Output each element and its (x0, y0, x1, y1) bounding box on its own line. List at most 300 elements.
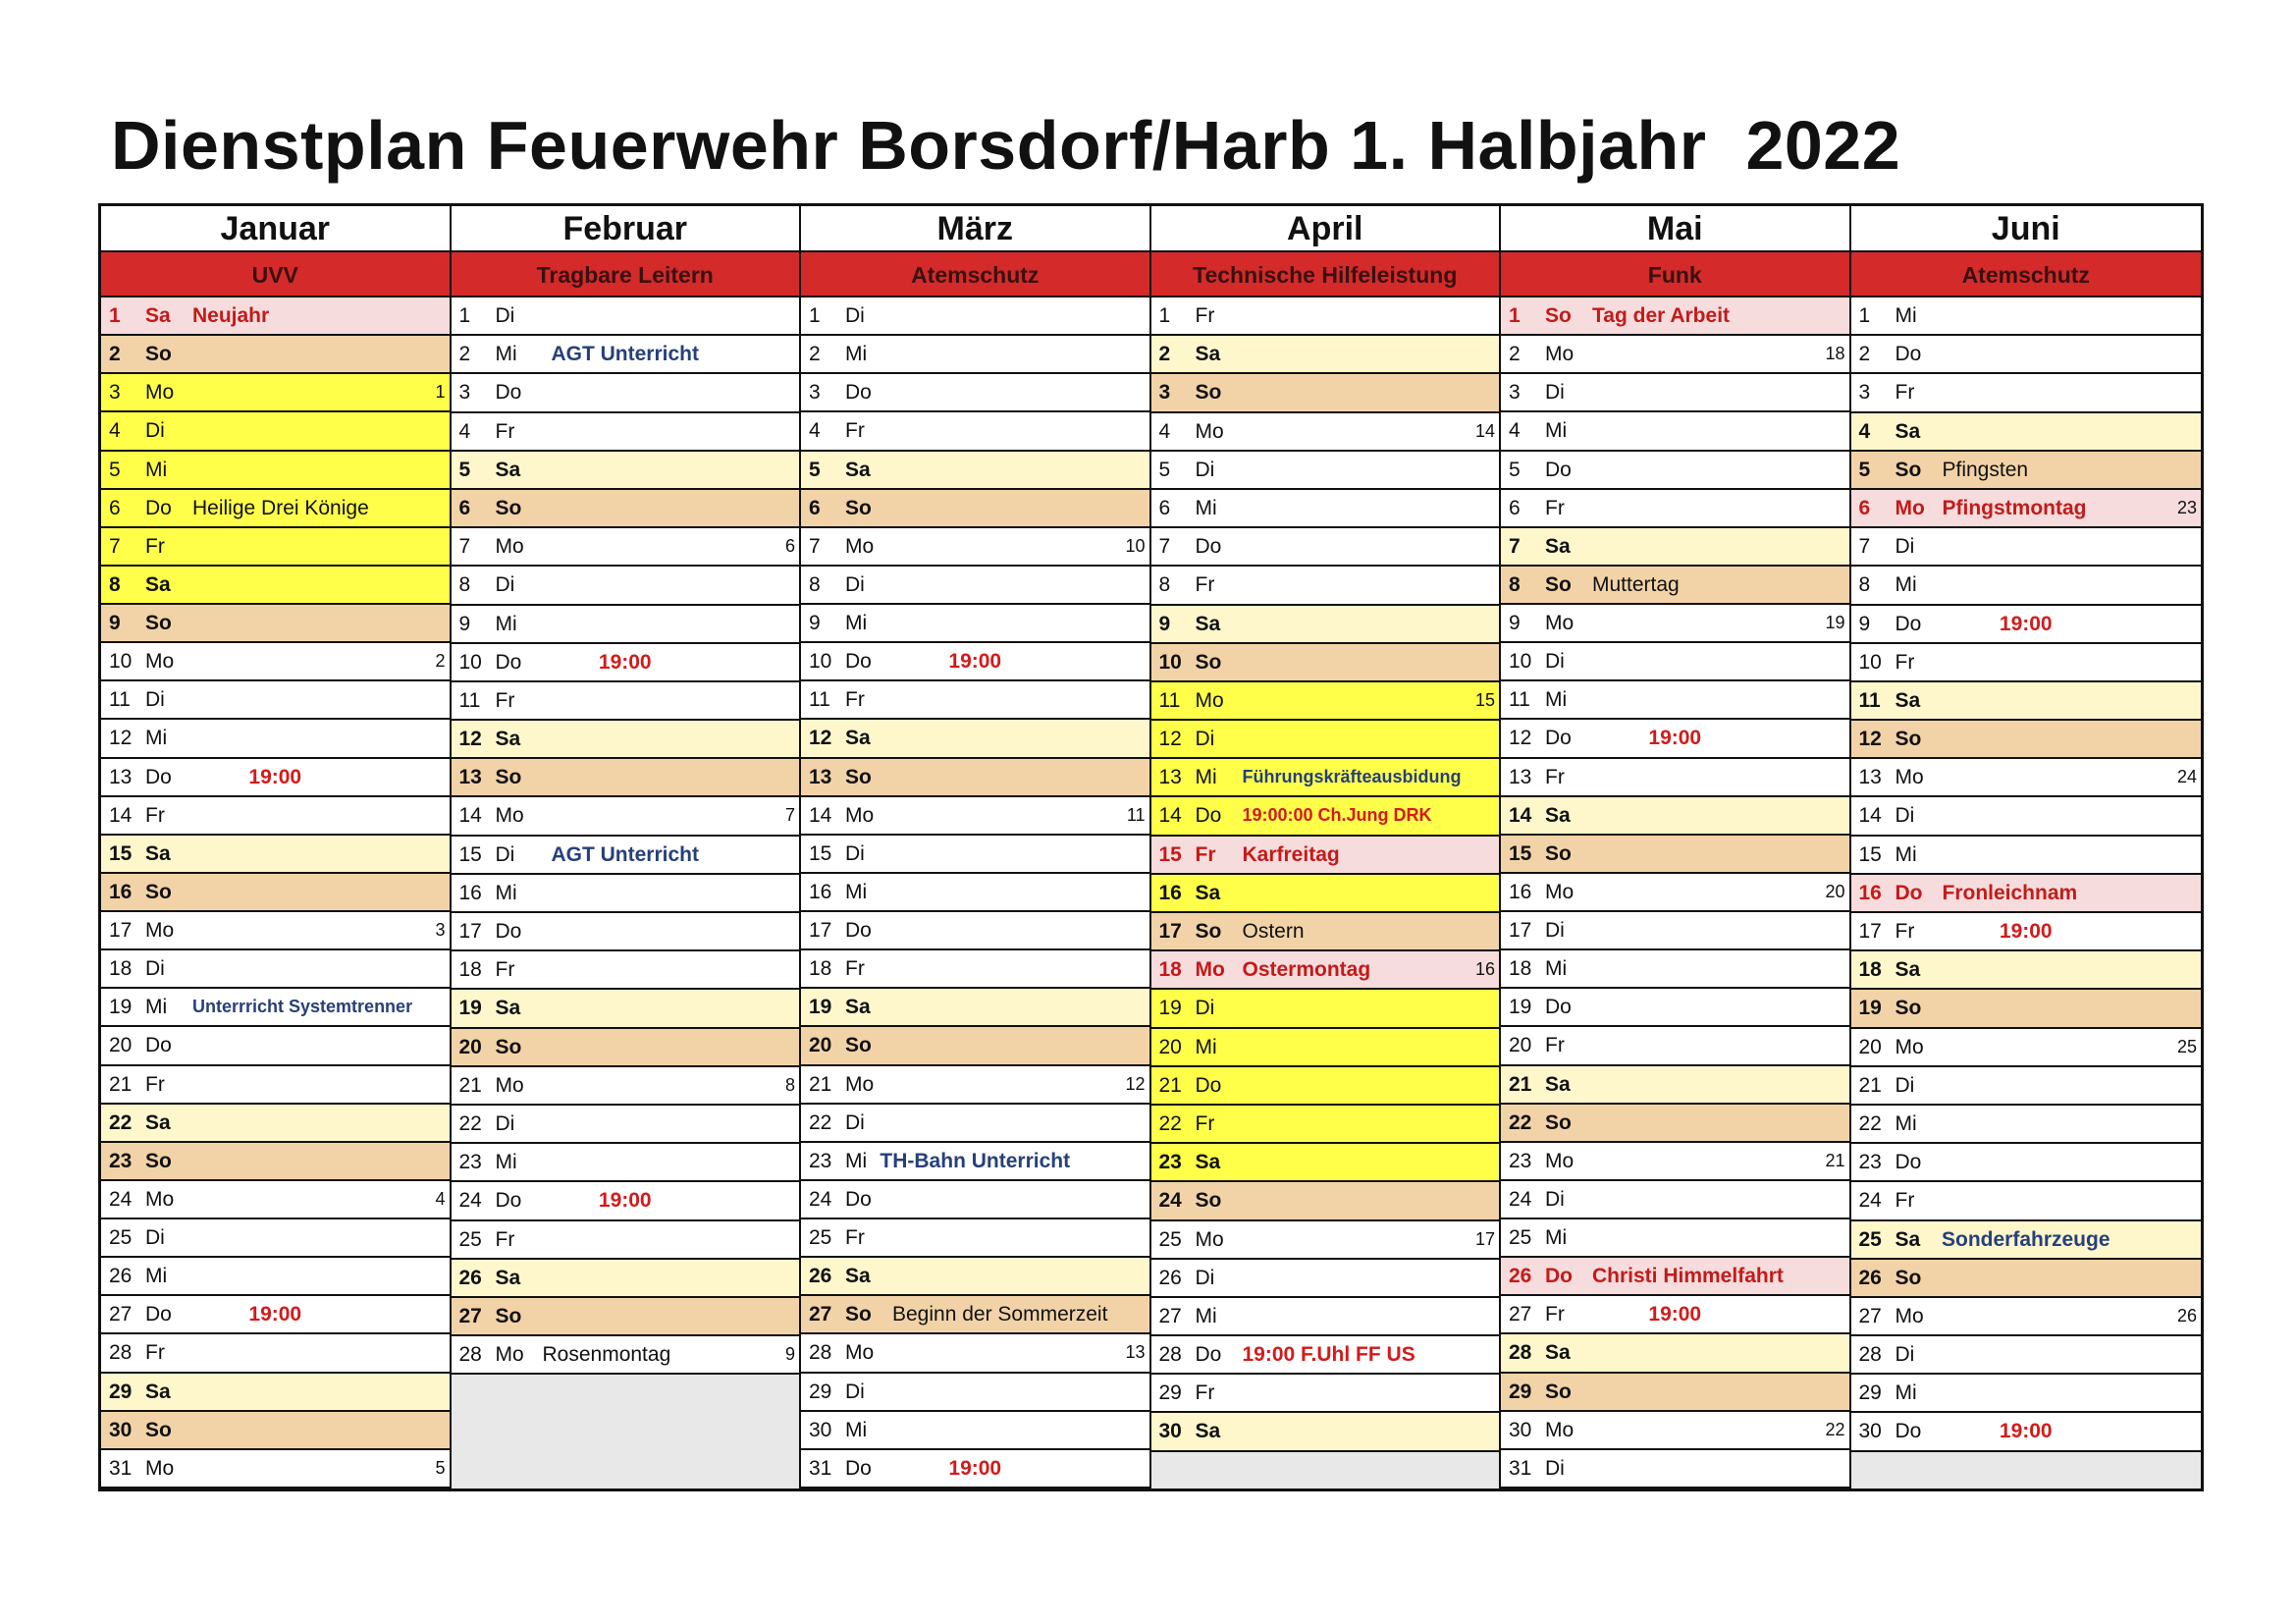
weekday-label: Do (495, 381, 522, 405)
day-row (1501, 950, 1849, 989)
day-row (452, 298, 800, 336)
weekday-label: Mo (495, 535, 524, 559)
day-number: 28 (1509, 1341, 1532, 1365)
day-number: 31 (809, 1456, 832, 1480)
day-number: 24 (1858, 1189, 1882, 1213)
weekday-label: Fr (495, 1227, 515, 1251)
day-row (1851, 1144, 2202, 1182)
day-row (801, 836, 1149, 874)
event-label: 19:00 (948, 1456, 1002, 1480)
weekday-label: Sa (1895, 958, 1921, 982)
weekday-label: So (845, 765, 872, 788)
day-row (101, 298, 450, 336)
day-number: 27 (458, 1304, 482, 1327)
weekday-label: Mo (845, 534, 875, 558)
day-row (1851, 1067, 2202, 1106)
month-topic: Atemschutz (801, 252, 1149, 298)
weekday-label: Do (495, 1189, 522, 1213)
weekday-label: Mi (1545, 1226, 1568, 1249)
day-row (452, 1144, 800, 1182)
day-row (101, 1219, 450, 1258)
day-row (801, 797, 1149, 836)
day-number: 6 (458, 496, 471, 519)
day-number: 13 (1858, 766, 1882, 789)
weekday-label: Mi (1545, 688, 1568, 712)
weekday-label: Do (495, 920, 522, 943)
day-row (452, 490, 800, 528)
day-number: 8 (1509, 572, 1521, 596)
week-number: 20 (1825, 881, 1845, 901)
weekday-label: Mi (145, 458, 168, 481)
day-row (1501, 1334, 1849, 1373)
page-title: Dienstplan Feuerwehr Borsdorf/Harb 1. Halbjahr 2022 (111, 107, 1901, 184)
day-number: 4 (109, 419, 121, 443)
day-number: 18 (109, 957, 133, 981)
weekday-label: Di (845, 1110, 865, 1134)
weekday-label: So (145, 612, 172, 634)
week-number: 23 (2176, 497, 2197, 517)
day-number: 2 (458, 343, 471, 366)
day-number: 31 (109, 1456, 133, 1480)
day-number: 22 (1509, 1110, 1532, 1134)
day-row (1851, 1336, 2202, 1375)
day-row (1501, 298, 1849, 336)
week-number: 2 (435, 651, 446, 672)
day-row (101, 1296, 450, 1334)
day-number: 13 (458, 766, 482, 789)
day-row (101, 643, 450, 681)
day-number: 2 (1858, 343, 1871, 366)
day-number: 18 (809, 957, 832, 981)
day-number: 17 (809, 919, 832, 942)
day-row (101, 1105, 450, 1143)
day-row (1151, 1029, 1500, 1067)
day-number: 19 (809, 996, 832, 1019)
weekday-label: So (845, 496, 872, 519)
week-number: 10 (1125, 535, 1146, 556)
day-row (1151, 1221, 1500, 1260)
day-row (1501, 1450, 1849, 1489)
weekday-label: Fr (1895, 1189, 1915, 1213)
day-row (1151, 797, 1500, 836)
weekday-label: Sa (1545, 1072, 1571, 1096)
day-row (1151, 413, 1500, 452)
event-label: 19:00 (1999, 1420, 2053, 1443)
day-number: 25 (458, 1227, 482, 1251)
day-row (801, 1143, 1149, 1181)
day-row (452, 1298, 800, 1336)
day-row (1501, 567, 1849, 605)
day-row (1501, 1181, 1849, 1219)
day-row (801, 452, 1149, 490)
day-row (452, 528, 800, 567)
weekday-label: Do (145, 765, 172, 788)
day-number: 16 (109, 880, 133, 903)
day-number: 31 (1509, 1456, 1532, 1480)
day-number: 29 (809, 1380, 832, 1403)
weekday-label: Fr (1895, 650, 1915, 674)
weekday-label: Mi (845, 1418, 868, 1441)
weekday-label: So (1195, 920, 1222, 943)
day-row (1851, 913, 2202, 951)
day-number: 17 (458, 920, 482, 943)
weekday-label: Fr (845, 1226, 865, 1249)
day-number: 1 (109, 304, 121, 327)
day-row (1851, 797, 2202, 836)
weekday-label: Do (845, 381, 872, 405)
month-topic: Atemschutz (1851, 252, 2202, 298)
day-row (452, 875, 800, 913)
day-row (1851, 567, 2202, 605)
day-row (801, 412, 1149, 451)
day-row (1151, 759, 1500, 797)
day-row (1851, 875, 2202, 913)
day-row (1501, 528, 1849, 567)
day-number: 3 (109, 381, 121, 405)
day-row (1851, 837, 2202, 875)
day-row (1151, 1413, 1500, 1451)
day-row (101, 989, 450, 1027)
weekday-label: So (1895, 1266, 1922, 1289)
day-row (452, 797, 800, 836)
weekday-label: Mo (1195, 419, 1224, 443)
day-number: 14 (1858, 804, 1882, 828)
weekday-label: Mi (1895, 1381, 1917, 1405)
day-number: 7 (458, 535, 471, 559)
day-row (1501, 643, 1849, 681)
day-row (101, 336, 450, 374)
month-name: März (801, 206, 1149, 252)
day-number: 15 (1509, 841, 1532, 865)
day-row (801, 1374, 1149, 1412)
weekday-label: Sa (1545, 534, 1571, 558)
day-row (801, 1334, 1149, 1373)
day-number: 9 (1509, 612, 1521, 634)
day-number: 21 (809, 1072, 832, 1096)
day-row (101, 797, 450, 836)
day-row (1151, 990, 1500, 1028)
weekday-label: Di (845, 572, 865, 596)
weekday-label: Di (495, 573, 515, 597)
day-row (801, 1066, 1149, 1105)
event-label: 19:00 (1648, 1303, 1702, 1326)
day-number: 21 (109, 1072, 133, 1096)
event-label: 19:00 F.Uhl FF US (1242, 1343, 1415, 1367)
day-row (1501, 374, 1849, 412)
day-number: 13 (1509, 765, 1532, 788)
weekday-label: Sa (1545, 1341, 1571, 1365)
weekday-label: Mo (1195, 1227, 1224, 1251)
weekday-label: So (145, 343, 172, 366)
day-number: 15 (458, 842, 482, 866)
event-label: 19:00:00 Ch.Jung DRK (1242, 805, 1432, 826)
day-number: 11 (809, 688, 830, 712)
day-row (1851, 1413, 2202, 1451)
weekday-label: Sa (145, 1380, 171, 1403)
day-number: 3 (809, 381, 821, 405)
day-row (452, 374, 800, 412)
day-row (801, 1219, 1149, 1258)
weekday-label: Di (495, 842, 515, 866)
day-number: 9 (109, 612, 121, 634)
day-row (452, 759, 800, 797)
day-row (1151, 1144, 1500, 1182)
weekday-label: So (1545, 1380, 1572, 1403)
week-number: 25 (2176, 1036, 2197, 1056)
weekday-label: Mo (1195, 958, 1225, 982)
weekday-label: Mo (845, 1341, 875, 1365)
day-row (1501, 1296, 1849, 1334)
day-number: 14 (809, 803, 832, 827)
weekday-label: Di (1895, 1343, 1915, 1367)
weekday-label: So (145, 1418, 172, 1441)
weekday-label: Fr (1895, 381, 1915, 405)
weekday-label: Sa (145, 1110, 171, 1134)
day-number: 10 (1158, 650, 1182, 674)
weekday-label: Mi (495, 881, 517, 904)
day-number: 5 (458, 458, 471, 481)
weekday-label: Fr (1545, 765, 1565, 788)
day-number: 7 (809, 534, 821, 558)
day-row (452, 1029, 800, 1067)
day-number: 20 (1858, 1035, 1882, 1058)
day-number: 19 (458, 997, 482, 1020)
weekday-label: Sa (845, 727, 871, 750)
month-column (452, 206, 802, 1489)
day-number: 6 (1509, 496, 1521, 519)
weekday-label: Mi (1195, 1304, 1217, 1327)
day-row (101, 1181, 450, 1219)
day-row (101, 452, 450, 490)
week-number: 6 (784, 536, 795, 557)
day-row (1501, 720, 1849, 758)
weekday-label: Sa (145, 572, 171, 596)
day-number: 17 (1858, 920, 1882, 943)
day-row (1151, 1182, 1500, 1220)
weekday-label: Do (845, 919, 872, 942)
day-row (1151, 1106, 1500, 1144)
day-number: 15 (1158, 842, 1182, 866)
weekday-label: So (1895, 728, 1922, 751)
event-label: 19:00 (1648, 727, 1702, 750)
day-number: 6 (809, 496, 821, 519)
day-row (1851, 298, 2202, 336)
day-row (101, 720, 450, 758)
day-number: 25 (1509, 1226, 1532, 1249)
weekday-label: So (1545, 572, 1572, 596)
day-row (1151, 528, 1500, 567)
day-number: 1 (1509, 304, 1521, 327)
week-number: 26 (2176, 1305, 2197, 1326)
day-number: 13 (809, 765, 832, 788)
day-row (101, 1450, 450, 1489)
day-number: 14 (1158, 804, 1182, 828)
day-row (452, 1336, 800, 1375)
weekday-label: So (1545, 304, 1572, 327)
weekday-label: Mi (1195, 766, 1217, 789)
day-number: 11 (109, 688, 131, 712)
weekday-label: Fr (1545, 1303, 1565, 1326)
weekday-label: So (1545, 841, 1572, 865)
weekday-label: So (145, 880, 172, 903)
day-row (101, 759, 450, 797)
day-number: 11 (1158, 688, 1181, 712)
weekday-label: Mi (1545, 419, 1568, 443)
weekday-label: Sa (145, 304, 171, 327)
day-number: 20 (809, 1034, 832, 1057)
day-row (452, 951, 800, 990)
weekday-label: Mi (145, 1265, 168, 1288)
day-row (801, 1258, 1149, 1296)
day-number: 18 (1858, 958, 1882, 982)
day-number: 30 (1509, 1418, 1532, 1441)
day-row (801, 1450, 1149, 1489)
day-number: 9 (458, 612, 471, 635)
day-number: 26 (458, 1266, 482, 1289)
day-number: 10 (458, 650, 482, 674)
day-number: 5 (109, 458, 121, 481)
day-row (801, 1181, 1149, 1219)
weekday-label: Di (1195, 1266, 1215, 1289)
weekday-label: Fr (1195, 573, 1215, 597)
weekday-label: Mi (495, 612, 517, 635)
day-number: 12 (458, 728, 482, 751)
day-number: 4 (458, 419, 471, 443)
event-label: Neujahr (192, 304, 270, 327)
weekday-label: Di (1895, 1073, 1915, 1097)
weekday-label: Do (1195, 535, 1222, 559)
day-number: 24 (1158, 1189, 1182, 1213)
day-row (1501, 1143, 1849, 1181)
day-row (801, 681, 1149, 720)
day-row (101, 605, 450, 643)
day-number: 26 (1858, 1266, 1882, 1289)
day-row (1851, 759, 2202, 797)
event-label: 19:00 (248, 765, 302, 788)
weekday-label: So (845, 1034, 872, 1057)
weekday-label: Fr (495, 958, 515, 982)
day-row (801, 298, 1149, 336)
week-number: 5 (435, 1457, 446, 1478)
day-number: 21 (1509, 1072, 1532, 1096)
day-number: 20 (1158, 1035, 1182, 1058)
day-row (452, 837, 800, 875)
weekday-label: Mi (145, 996, 168, 1019)
event-label: Tag der Arbeit (1592, 304, 1731, 327)
day-number: 20 (1509, 1034, 1532, 1057)
day-number: 29 (109, 1380, 133, 1403)
weekday-label: Di (1545, 650, 1565, 674)
day-number: 23 (1858, 1151, 1882, 1174)
day-number: 20 (458, 1035, 482, 1058)
day-row (101, 412, 450, 451)
event-label: Karfreitag (1242, 842, 1340, 866)
day-row (452, 336, 800, 374)
weekday-label: Do (145, 1034, 172, 1057)
weekday-label: Do (1195, 1073, 1222, 1097)
day-number: 12 (809, 727, 832, 750)
day-number: 11 (458, 688, 481, 712)
day-number: 23 (1158, 1151, 1182, 1174)
day-number: 16 (809, 880, 832, 903)
empty-cell (452, 1375, 800, 1489)
weekday-label: So (845, 1303, 872, 1326)
day-row (101, 1143, 450, 1181)
day-number: 9 (1858, 612, 1871, 635)
weekday-label: Sa (1195, 1420, 1221, 1443)
day-row (1151, 1067, 1500, 1106)
day-row (1151, 452, 1500, 490)
day-row (452, 990, 800, 1028)
week-number: 12 (1125, 1073, 1146, 1094)
day-number: 2 (109, 343, 121, 366)
weekday-label: Sa (1195, 881, 1221, 904)
month-name: Februar (452, 206, 800, 252)
month-column (801, 206, 1151, 1489)
day-row (1851, 528, 2202, 567)
weekday-label: So (495, 496, 522, 519)
weekday-label: Fr (145, 1341, 165, 1365)
weekday-label: Fr (495, 688, 515, 712)
day-row (452, 1221, 800, 1260)
day-number: 22 (458, 1111, 482, 1135)
day-row (101, 490, 450, 528)
day-number: 3 (1509, 381, 1521, 405)
weekday-label: Di (1895, 804, 1915, 828)
day-row (452, 452, 800, 490)
month-topic: Funk (1501, 252, 1849, 298)
event-label: 19:00 (1999, 612, 2053, 635)
day-number: 1 (1158, 304, 1171, 327)
day-row (1151, 374, 1500, 412)
day-row (1851, 682, 2202, 721)
day-number: 27 (1509, 1303, 1532, 1326)
weekday-label: So (495, 1304, 522, 1327)
empty-cell (1851, 1452, 2202, 1489)
weekday-label: Sa (1195, 343, 1221, 366)
day-row (101, 1027, 450, 1065)
month-name: Juni (1851, 206, 2202, 252)
weekday-label: So (1895, 458, 1922, 481)
day-number: 10 (1858, 650, 1882, 674)
event-label: Sonderfahrzeuge (1941, 1227, 2110, 1251)
day-row (452, 682, 800, 721)
day-number: 17 (109, 919, 133, 942)
day-row (801, 643, 1149, 681)
day-row (1851, 336, 2202, 374)
event-label: 19:00 (948, 650, 1002, 674)
day-row (1501, 874, 1849, 912)
day-row (801, 1412, 1149, 1450)
month-column (1151, 206, 1502, 1489)
day-number: 28 (1858, 1343, 1882, 1367)
day-row (801, 605, 1149, 643)
day-row (801, 1027, 1149, 1065)
day-number: 26 (1509, 1265, 1532, 1288)
weekday-label: Sa (495, 1266, 521, 1289)
week-number: 22 (1825, 1419, 1845, 1439)
week-number: 3 (435, 920, 446, 940)
day-row (1151, 875, 1500, 913)
weekday-label: Do (495, 650, 522, 674)
day-number: 23 (809, 1149, 832, 1172)
weekday-label: Fr (1195, 304, 1215, 327)
weekday-label: So (1895, 997, 1922, 1020)
day-number: 6 (109, 496, 121, 519)
weekday-label: Mo (1895, 1304, 1924, 1327)
weekday-label: Sa (495, 997, 521, 1020)
day-row (101, 1258, 450, 1296)
